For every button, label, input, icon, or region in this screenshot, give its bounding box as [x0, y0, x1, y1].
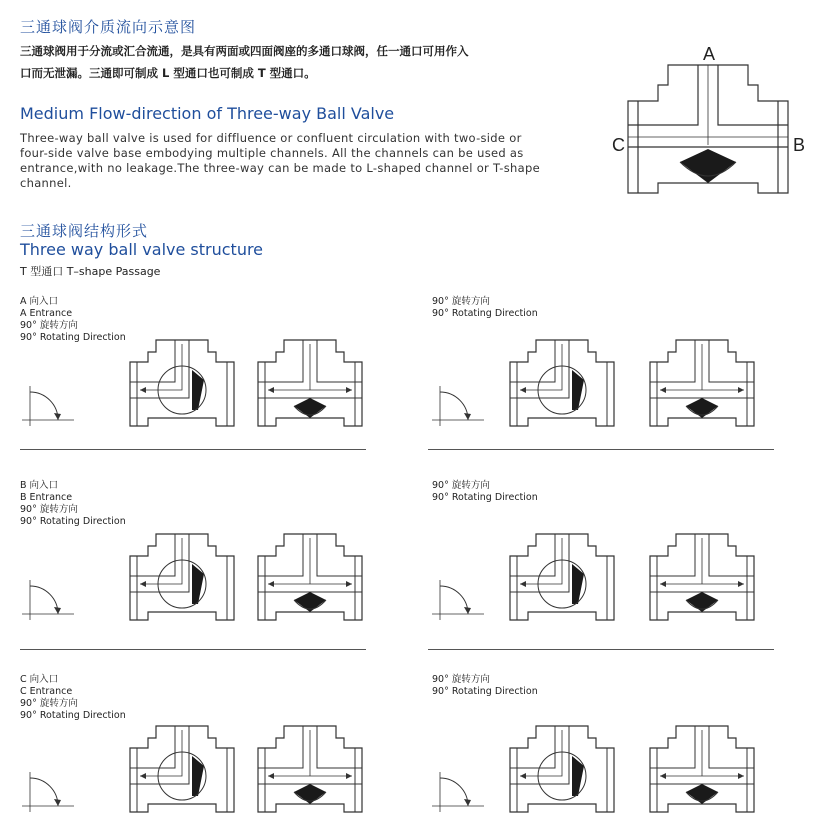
rotation-label-cn: 90° 旋转方向 [20, 320, 78, 331]
rotation-label-en: 90° Rotating Direction [20, 516, 126, 527]
rotation-direction-icon [430, 766, 490, 816]
rotation-label-cn: 90° 旋转方向 [432, 296, 490, 307]
description-en-line: four-side valve base embodying multiple channels. All the channels can be used as [20, 146, 524, 160]
description-en [20, 131, 580, 191]
entrance-label-en: C Entrance [20, 686, 73, 697]
row3-right-caption [432, 674, 538, 698]
rotation-label-en: 90° Rotating Direction [432, 308, 538, 319]
valve-diagram-t-passage [650, 726, 754, 816]
rotation-direction-icon [20, 766, 80, 816]
entrance-label-en: B Entrance [20, 492, 73, 503]
description-en-line: channel. [20, 176, 72, 190]
row-divider [428, 449, 774, 450]
rotation-label-en: 90° Rotating Direction [20, 332, 126, 343]
section-title-cn: 三通球阀介质流向示意图 [20, 18, 197, 36]
rotation-label-en: 90° Rotating Direction [20, 710, 126, 721]
section-title-en: Medium Flow-direction of Three-way Ball Valve [20, 104, 395, 123]
valve-diagram-t-passage [650, 534, 754, 624]
rotation-label-cn: 90° 旋转方向 [432, 480, 490, 491]
rotation-direction-icon [20, 574, 80, 624]
entrance-label-en: A Entrance [20, 308, 73, 319]
valve-diagram-l-passage [130, 534, 234, 624]
rotation-label-cn: 90° 旋转方向 [20, 504, 78, 515]
row1-left-caption [20, 296, 126, 344]
main-valve-diagram [628, 65, 788, 195]
description-en-line: Three-way ball valve is used for diffluence or confluent circulation with two-side or [20, 131, 522, 145]
rotation-label-cn: 90° 旋转方向 [432, 674, 490, 685]
valve-diagram-t-passage [258, 726, 362, 816]
row3-left-caption [20, 674, 126, 722]
rotation-label-cn: 90° 旋转方向 [20, 698, 78, 709]
description-cn-line: 三通球阀用于分流或汇合流通，是具有两面或四面阀座的多通口球阀，任一通口可用作入 [20, 44, 469, 58]
valve-diagram-l-passage [130, 340, 234, 430]
rotation-direction-icon [430, 574, 490, 624]
structure-title-en: Three way ball valve structure [20, 240, 264, 259]
structure-title-cn: 三通球阀结构形式 [20, 222, 149, 240]
row-divider [20, 649, 366, 650]
row1-right-caption [432, 296, 538, 320]
description-cn [20, 40, 580, 84]
entrance-label-cn: B 向入口 [20, 480, 59, 491]
valve-diagram-t-passage [258, 534, 362, 624]
rotation-direction-icon [20, 380, 80, 430]
rotation-label-en: 90° Rotating Direction [432, 492, 538, 503]
valve-diagram-l-passage [510, 534, 614, 624]
description-en-line: entrance,with no leakage.The three-way can be made to L-shaped channel or T-shape [20, 161, 540, 175]
row2-right-caption [432, 480, 538, 504]
entrance-label-cn: C 向入口 [20, 674, 59, 685]
description-cn-line: 口而无泄漏。三通即可制成 L 型通口也可制成 T 型通口。 [20, 66, 316, 80]
passage-type: T 型通口 T–shape Passage [20, 265, 161, 278]
row-divider [428, 649, 774, 650]
valve-diagram-l-passage [510, 340, 614, 430]
port-label-a: A [703, 44, 716, 64]
port-label-c: C [612, 135, 625, 155]
rotation-label-en: 90° Rotating Direction [432, 686, 538, 697]
valve-diagram-t-passage [258, 340, 362, 430]
port-label-b: B [793, 135, 806, 155]
row-divider [20, 449, 366, 450]
valve-diagram-l-passage [130, 726, 234, 816]
valve-diagram-t-passage [650, 340, 754, 430]
valve-diagram-l-passage [510, 726, 614, 816]
entrance-label-cn: A 向入口 [20, 296, 59, 307]
rotation-direction-icon [430, 380, 490, 430]
row2-left-caption [20, 480, 126, 528]
